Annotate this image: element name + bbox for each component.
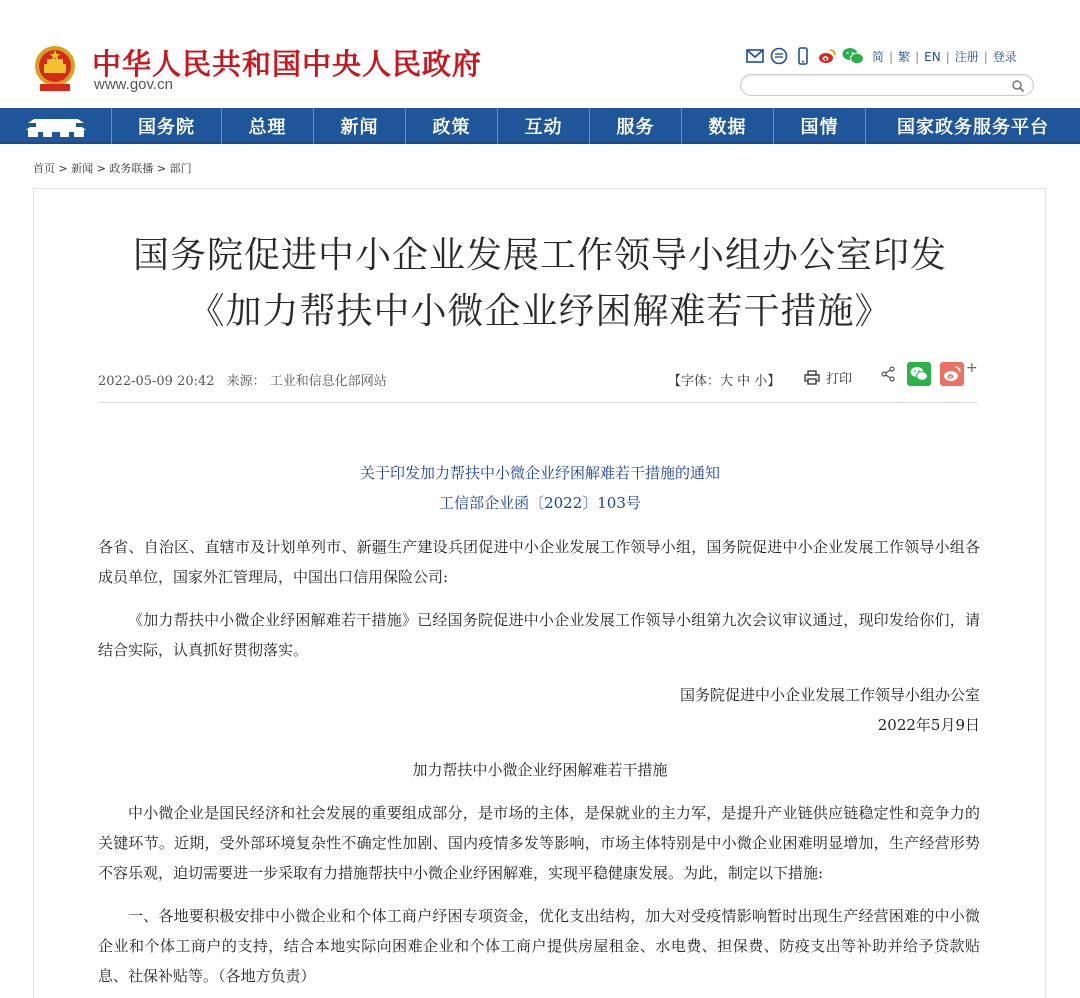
separator: | <box>889 49 894 64</box>
search-input[interactable] <box>751 77 1001 93</box>
nav-item-gov-service-platform[interactable]: 国家政务服务平台 <box>897 117 1049 138</box>
signer: 国务院促进中小企业发展工作领导小组办公室 <box>679 686 980 704</box>
wechat-icon[interactable] <box>842 47 864 65</box>
article-source: 来源： 工业和信息化部网站 <box>226 374 387 389</box>
measures-title: 加力帮扶中小微企业纾困解难若干措施 <box>412 761 668 779</box>
link-login[interactable]: 登录 <box>992 50 1017 64</box>
main-nav <box>0 108 1080 144</box>
more-share-icon[interactable]: + <box>966 360 978 376</box>
article-title-line2: 《加力帮扶中小微企业纾困解难若干措施》 <box>188 291 892 332</box>
article-title <box>0 228 1080 340</box>
paragraph-intro: 中小微企业是国民经济和社会发展的重要组成部分，是市场的主体，是保就业的主力军，是提升产业链供应链稳定性和竞争力的关键环节。近期，受外部环境复杂性不确定性加剧、国内疫情多发等影响，市场主体特别是中小微企业困难明显增加，生产经营形势不容乐观，迫切需要进一步采取有力措施帮扶中小微企业纾困解难，实现平稳健康发展。为此，制定以下措施: <box>98 804 980 882</box>
national-emblem-icon[interactable] <box>32 44 78 94</box>
nav-item-data[interactable]: 数据 <box>682 108 774 144</box>
paragraph-notice-body: 《加力帮扶中小微企业纾困解难若干措施》已经国务院促进中小企业发展工作领导小组第九次会议审议通过，现印发给你们，请结合实际，认真抓好贯彻落实。 <box>98 611 980 659</box>
nav-item-news[interactable]: 新闻 <box>314 108 406 144</box>
print-button[interactable] <box>804 368 852 387</box>
notice-title: 关于印发加力帮扶中小微企业纾困解难若干措施的通知 <box>359 464 720 482</box>
link-traditional[interactable]: 繁 <box>898 50 911 64</box>
link-simplified[interactable]: 简 <box>872 50 885 64</box>
nav-item-national-info[interactable]: 国情 <box>774 108 866 144</box>
tiananmen-icon <box>24 113 88 139</box>
separator: | <box>915 49 920 64</box>
top-links <box>872 48 1017 65</box>
mobile-icon[interactable] <box>794 47 812 65</box>
sign-date: 2022年5月9日 <box>877 716 980 734</box>
share-wechat-button[interactable] <box>907 362 931 386</box>
link-register[interactable]: 注册 <box>954 50 979 64</box>
article-title-line1: 国务院促进中小企业发展工作领导小组办公室印发 <box>132 235 947 276</box>
document-number: 工信部企业函〔2022〕103号 <box>439 494 641 512</box>
search-box <box>740 74 1034 96</box>
meta-divider <box>98 402 978 403</box>
article-meta <box>98 370 387 389</box>
nav-item-policy[interactable]: 政策 <box>406 108 498 144</box>
publish-datetime: 2022-05-09 20:42 <box>98 374 215 389</box>
link-english[interactable]: EN <box>924 49 941 64</box>
nav-home[interactable] <box>0 108 112 144</box>
separator: | <box>945 49 950 64</box>
nav-item-service[interactable]: 服务 <box>590 108 682 144</box>
weibo-icon <box>940 362 964 386</box>
breadcrumb[interactable]: 首页 > 新闻 > 政务联播 > 部门 <box>33 162 192 175</box>
search-icon[interactable] <box>1011 79 1025 93</box>
share-weibo-button[interactable] <box>940 362 964 386</box>
weibo-icon[interactable] <box>818 47 836 65</box>
wechat-icon <box>907 362 931 386</box>
paragraph-addressees: 各省、自治区、直辖市及计划单列市、新疆生产建设兵团促进中小企业发展工作领导小组，国务院促进中小企业发展工作领导小组各成员单位，国家外汇管理局，中国出口信用保险公司: <box>98 538 980 586</box>
top-icon-bar <box>746 46 864 66</box>
paragraph-measure-1: 一、各地要积极安排中小微企业和个体工商户纾困专项资金，优化支出结构，加大对受疫情影响暂时出现生产经营困难的中小微企业和个体工商户的支持，结合本地实际向困难企业和个体工商户提供房屋租金、水电费、担保费、防疫支出等补助并给予贷款贴息、社保补贴等。（各地方负责） <box>98 907 980 985</box>
site-url[interactable]: www.gov.cn <box>94 76 173 93</box>
separator: | <box>983 49 988 64</box>
chat-icon[interactable] <box>770 47 788 65</box>
site-header <box>0 0 1080 108</box>
share-icon[interactable] <box>880 366 896 382</box>
print-label: 打印 <box>826 372 853 387</box>
font-size-control[interactable]: 【字体：大 中 小】 <box>668 374 781 389</box>
nav-item-state-council[interactable]: 国务院 <box>112 108 222 144</box>
nav-item-interaction[interactable]: 互动 <box>498 108 590 144</box>
printer-icon <box>804 370 820 385</box>
site-title[interactable]: 中华人民共和国中央人民政府 <box>92 47 483 81</box>
mail-icon[interactable] <box>746 47 764 65</box>
nav-item-premier[interactable]: 总理 <box>222 108 314 144</box>
